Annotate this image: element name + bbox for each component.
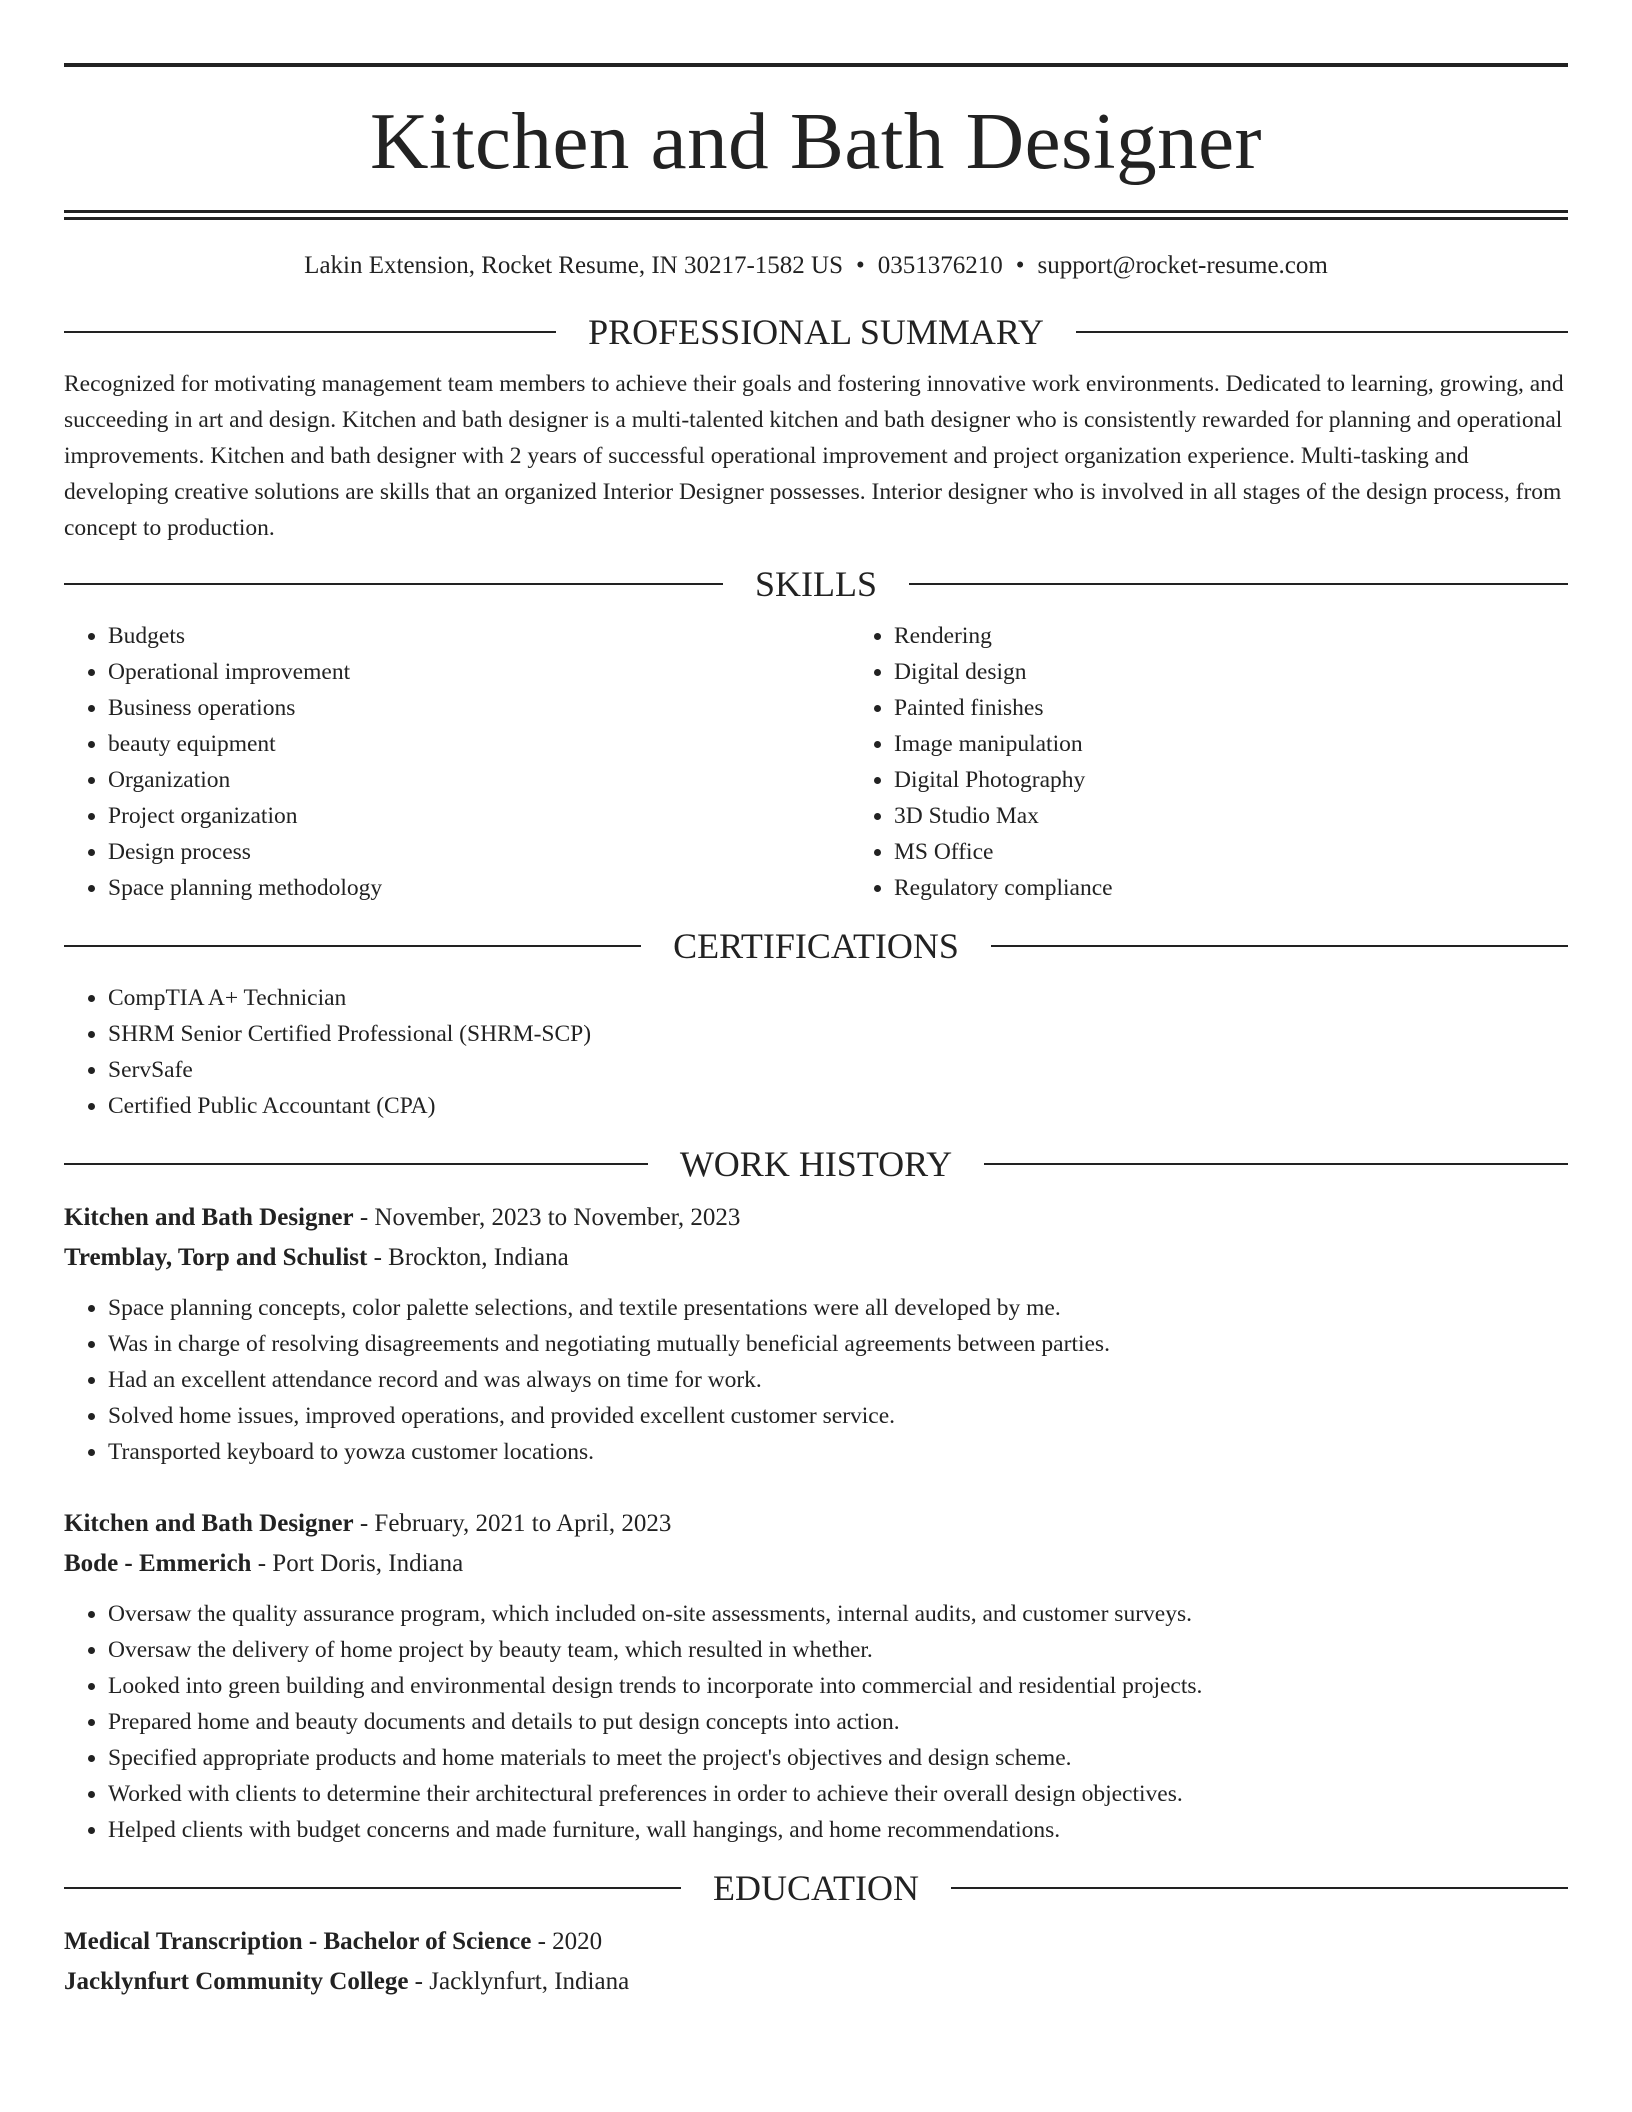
education-school: Jacklynfurt Community College: [64, 1968, 409, 1995]
job-title-line: [64, 1198, 1568, 1238]
education-year: - 2020: [531, 1928, 603, 1955]
job-bullet: • Oversaw the quality assurance program, which included on-site assessments, internal audits, and customer surveys.: [108, 1596, 1568, 1632]
summary-heading: [64, 314, 1568, 350]
education-entry: [64, 1922, 1568, 2002]
job-entry: [64, 1198, 1568, 1470]
skill-item: • Rendering: [894, 618, 1632, 654]
job-title: Kitchen and Bath Designer: [64, 1204, 354, 1231]
job-company-line: [64, 1544, 1568, 1584]
skill-item: • Business operations: [108, 690, 850, 726]
work-history-heading: [64, 1146, 1568, 1182]
skill-item: • Budgets: [108, 618, 850, 654]
skill-item: • Painted finishes: [894, 690, 1632, 726]
job-location: - Brockton, Indiana: [367, 1244, 569, 1271]
job-bullet: • Had an excellent attendance record and was always on time for work.: [108, 1362, 1568, 1398]
job-entry: [64, 1504, 1568, 1848]
certification-item: • ServSafe: [108, 1052, 1568, 1088]
certification-item: • CompTIA A+ Technician: [108, 980, 1568, 1016]
contact-phone: 0351376210: [877, 252, 1003, 279]
job-bullet: • Prepared home and beauty documents and details to put design concepts into action.: [108, 1704, 1568, 1740]
section-title: CERTIFICATIONS: [673, 926, 959, 966]
education-location: - Jacklynfurt, Indiana: [408, 1968, 630, 1995]
heading-rule: [951, 1887, 1568, 1889]
job-dates: - November, 2023 to November, 2023: [353, 1204, 741, 1231]
section-title: SKILLS: [755, 564, 878, 604]
section-title: EDUCATION: [713, 1868, 919, 1908]
job-bullets: [64, 1596, 1568, 1848]
resume-page: [64, 63, 1568, 2002]
resume-name: Kitchen and Bath Designer: [370, 96, 1262, 186]
heading-rule: [984, 1163, 1568, 1165]
job-title: Kitchen and Bath Designer: [64, 1510, 354, 1537]
contact-separator: •: [856, 252, 865, 279]
skill-item: • beauty equipment: [108, 726, 850, 762]
heading-rule: [64, 1887, 681, 1889]
skills-heading: [64, 566, 1568, 602]
job-title-line: [64, 1504, 1568, 1544]
heading-rule: [64, 331, 556, 333]
job-dates: - February, 2021 to April, 2023: [353, 1510, 672, 1537]
contact-separator: •: [1015, 252, 1025, 279]
certification-item: • SHRM Senior Certified Professional (SHRM-SCP): [108, 1016, 1568, 1052]
job-bullet: • Worked with clients to determine their architectural preferences in order to achieve their overall design objectives.: [108, 1776, 1568, 1812]
skills-columns: [64, 618, 1568, 906]
education-degree: Medical Transcription - Bachelor of Science: [64, 1928, 532, 1955]
certification-item: • Certified Public Accountant (CPA): [108, 1088, 1568, 1124]
job-bullet: • Was in charge of resolving disagreements and negotiating mutually beneficial agreements between parties.: [108, 1326, 1568, 1362]
job-company: Tremblay, Torp and Schulist: [64, 1244, 368, 1271]
section-title: WORK HISTORY: [679, 1144, 953, 1184]
skill-item: • Design process: [108, 834, 850, 870]
skill-item: • Space planning methodology: [108, 870, 850, 906]
skill-item: • Project organization: [108, 798, 850, 834]
skills-left-list: [64, 618, 850, 906]
contact-address: Lakin Extension, Rocket Resume, IN 30217-1582 US: [304, 252, 843, 279]
skills-right-list: [850, 618, 1632, 906]
education-degree-line: [64, 1922, 1568, 1962]
skill-item: • Digital Photography: [894, 762, 1632, 798]
name-double-rule: [64, 210, 1568, 220]
section-title: PROFESSIONAL SUMMARY: [588, 312, 1044, 352]
job-bullet: • Space planning concepts, color palette selections, and textile presentations were all developed by me.: [108, 1290, 1568, 1326]
heading-rule: [64, 945, 641, 947]
education-school-line: [64, 1962, 1568, 2002]
job-company-line: [64, 1238, 1568, 1278]
heading-rule: [991, 945, 1568, 947]
summary-text: Recognized for motivating management team members to achieve their goals and fostering innovative work environments. Dedicated to learning, growing, and succeeding in art and design. Kitchen and bath designer is a multi-talented kitchen and bath designer who is consistently rewarded for planning and operational improvements. Kitchen and bath designer with 2 years of successful operational improvement and project organization experience. Multi-tasking and developing creative solutions are skills that an organized Interior Designer possesses. Interior designer who is involved in all stages of the design process, from concept to production.: [64, 371, 1564, 541]
certifications-list: [64, 980, 1568, 1124]
contact-email[interactable]: support@rocket-resume.com: [1037, 252, 1328, 279]
job-bullet: • Looked into green building and environmental design trends to incorporate into commercial and residential projects.: [108, 1668, 1568, 1704]
job-company: Bode - Emmerich: [64, 1550, 252, 1577]
heading-rule: [1076, 331, 1568, 333]
skill-item: • Organization: [108, 762, 850, 798]
skill-item: • MS Office: [894, 834, 1632, 870]
education-heading: [64, 1870, 1568, 1906]
skill-item: • Operational improvement: [108, 654, 850, 690]
skill-item: • 3D Studio Max: [894, 798, 1632, 834]
skill-item: • Image manipulation: [894, 726, 1632, 762]
job-bullet: • Oversaw the delivery of home project by beauty team, which resulted in whether.: [108, 1632, 1568, 1668]
heading-rule: [64, 1163, 648, 1165]
job-bullet: • Solved home issues, improved operations, and provided excellent customer service.: [108, 1398, 1568, 1434]
contact-line: [64, 253, 1568, 278]
job-location: - Port Doris, Indiana: [251, 1550, 464, 1577]
job-bullet: • Helped clients with budget concerns and made furniture, wall hangings, and home recommendations.: [108, 1812, 1568, 1848]
skill-item: • Regulatory compliance: [894, 870, 1632, 906]
job-bullet: • Transported keyboard to yowza customer locations.: [108, 1434, 1568, 1470]
skill-item: • Digital design: [894, 654, 1632, 690]
job-bullets: [64, 1290, 1568, 1470]
heading-rule: [64, 583, 723, 585]
certifications-heading: [64, 928, 1568, 964]
heading-rule: [909, 583, 1568, 585]
job-bullet: • Specified appropriate products and home materials to meet the project's objectives and design scheme.: [108, 1740, 1568, 1776]
